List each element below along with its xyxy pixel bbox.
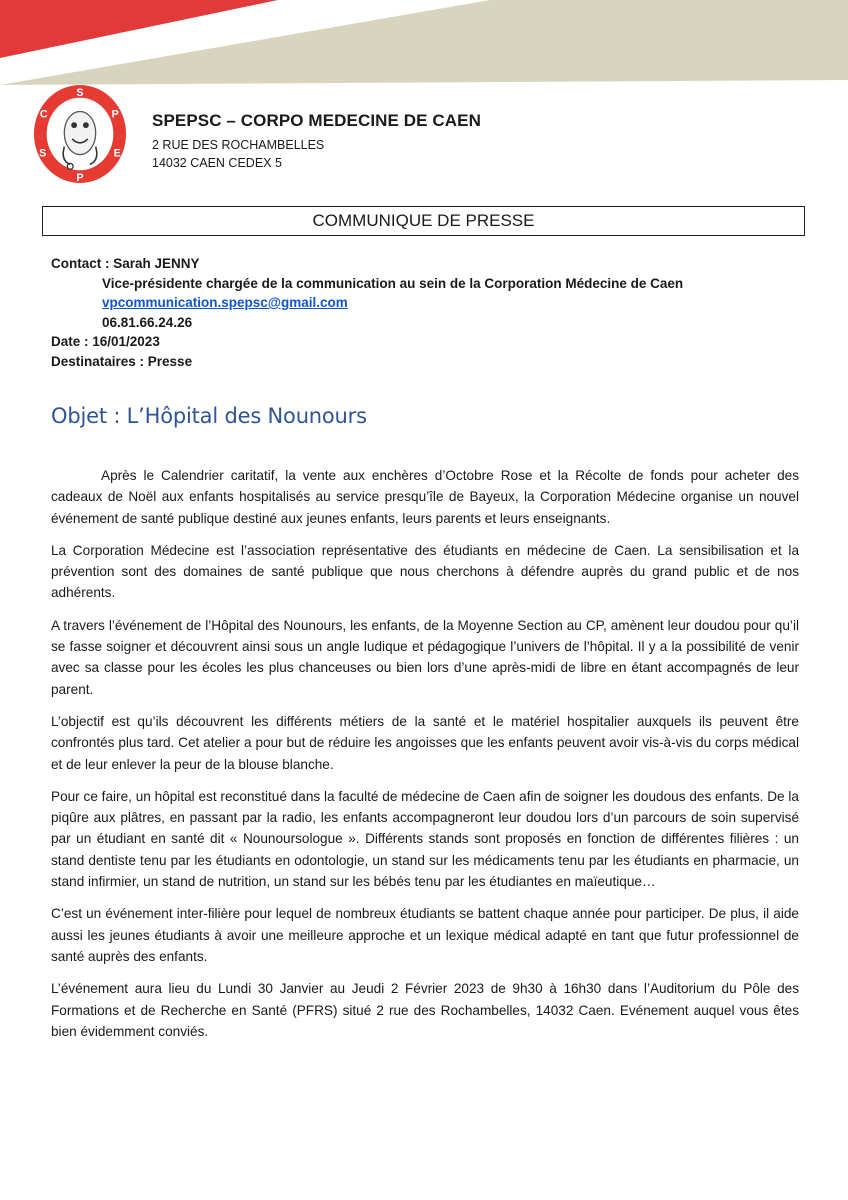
contact-role: Vice-présidente chargée de la communication au sein de la Corporation Médecine de Caen — [102, 275, 684, 291]
logo-letter-p2: P — [76, 172, 84, 185]
contact-block — [51, 254, 811, 371]
press-title: COMMUNIQUE DE PRESSE — [42, 206, 805, 236]
org-block — [152, 111, 481, 172]
paragraph-6: C’est un événement inter-filière pour lequel de nombreux étudiants se battent chaque année pour participer. De plus, il aide aussi les jeunes étudiants à avoir une meilleure approche et un lexique médical adapté en tant que futur professionnel de santé auprès des enfants. — [51, 906, 799, 964]
contact-email-link[interactable]: vpcommunication.spepsc@gmail.com — [102, 295, 348, 310]
paragraph-5: Pour ce faire, un hôpital est reconstitué dans la faculté de médecine de Caen afin de soigner les doudous des enfants. De la piqûre aux plâtres, en passant par la radio, les enfants accompagneront leur doudou lors d’un parcours de soin supervisé par un étudiant en santé dit « Nounoursologue ». Différents stands sont proposés en fonction de différentes filières : un stand dentiste tenu par les étudiants en odontologie, un stand sur les médicaments tenu par les étudiants en pharmacie, un stand infirmier, un stand de nutrition, un stand sur les bébés tenu par les étudiantes en maïeutique… — [51, 788, 799, 890]
paragraph-4: L’objectif est qu’ils découvrent les différents métiers de la santé et le matériel hospitalier auxquels ils peuvent être confrontés plus tard. Cet atelier a pour but de réduire les angoisses que les enfants peuvent avoir vis-à-vis du corps médical et de leur enlever la peur de la blouse blanche. — [51, 713, 799, 772]
contact-phone: 06.81.66.24.26 — [102, 314, 193, 330]
contact-line: Contact : Sarah JENNY — [51, 256, 200, 271]
paragraph-1: Après le Calendrier caritatif, la vente aux enchères d’Octobre Rose et la Récolte de fonds pour acheter des cadeaux de Noël aux enfants hospitalisés au service presqu’île de Bayeux, la Corporation Médecine organise un nouvel événement de santé publique destiné aux jeunes enfants, leurs parents et leurs enseignants. — [51, 468, 799, 526]
recipients-line: Destinataires : Presse — [51, 353, 193, 369]
body-text — [51, 465, 799, 1053]
org-name: SPEPSC – CORPO MEDECINE DE CAEN — [152, 111, 481, 130]
logo-letter-e: E — [113, 147, 121, 160]
logo-letter-s2: S — [39, 147, 47, 160]
logo-letter-p1: P — [111, 108, 119, 121]
paragraph-2: La Corporation Médecine est l’association représentative des étudiants en médecine de Caen. La sensibilisation et la prévention sont des domaines de santé publique que nous cherchons à défendre auprès du grand public et de nos adhérents. — [51, 542, 799, 601]
paragraph-3: A travers l’événement de l’Hôpital des Nounours, les enfants, de la Moyenne Section au CP, amènent leur doudou pour qu’il se fasse soigner et découvrent ainsi sous un angle ludique et pédagogique l’univers de l’hôpital. Il y a la possibilité de venir avec sa classe pour les écoles les plus chanceuses ou bien lors d’une après-midi de libre en étant accompagnés de leur parent. — [51, 617, 799, 697]
object-heading: Objet : L’Hôpital des Nounours — [51, 404, 367, 428]
logo — [31, 82, 129, 186]
logo-letter-c: C — [39, 108, 48, 121]
address-line-2: 14032 CAEN CEDEX 5 — [152, 156, 282, 170]
address-line-1: 2 RUE DES ROCHAMBELLES — [152, 138, 325, 152]
paragraph-7: L’événement aura lieu du Lundi 30 Janvier au Jeudi 2 Février 2023 de 9h30 à 16h30 dans l’Auditorium du Pôle des Formations et de Recherche en Santé (PFRS) situé 2 rue des Rochambelles, 14032 Caen. Evénement auquel vous êtes bien évidemment conviés. — [51, 981, 799, 1039]
logo-letter-s1: S — [76, 86, 84, 99]
date-line: Date : 16/01/2023 — [51, 334, 160, 349]
